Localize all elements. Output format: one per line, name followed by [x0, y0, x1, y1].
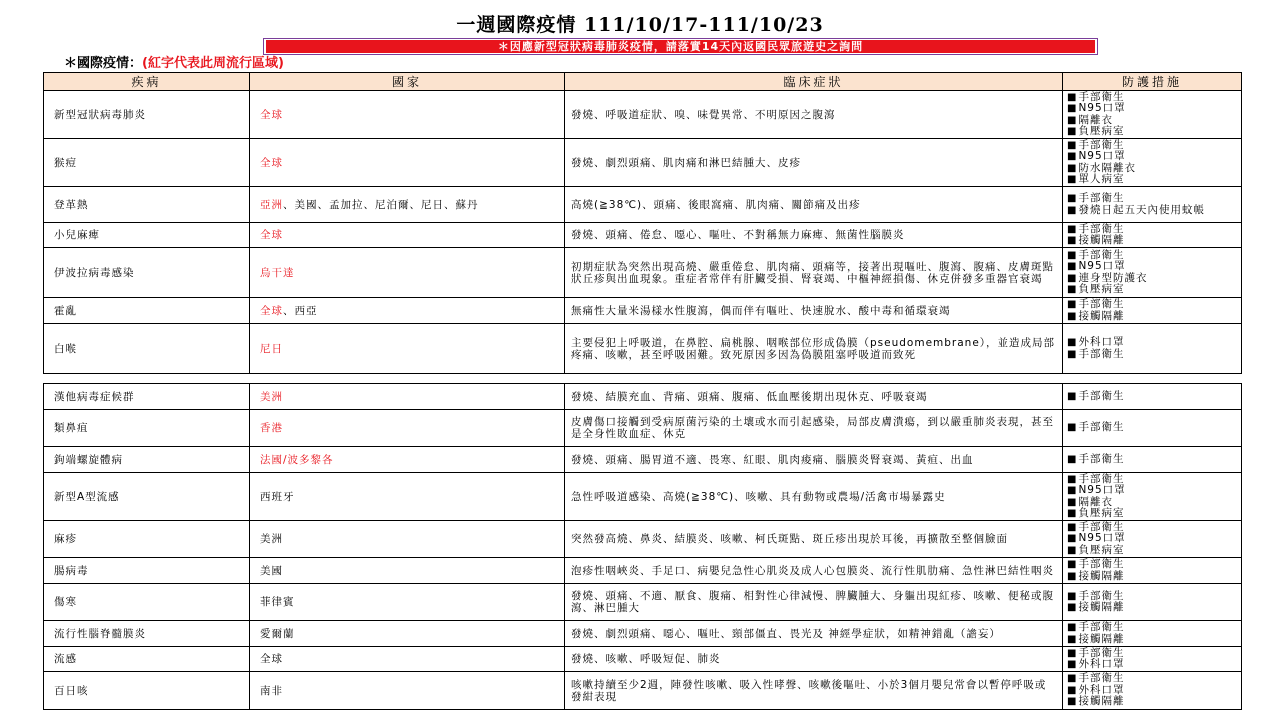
protection-item: ■ 手部衛生 [1067, 474, 1237, 486]
country-cell [250, 410, 565, 447]
legend-note: (紅字代表此周流行區域) [142, 56, 284, 71]
country-highlighted: 全球 [260, 304, 283, 317]
table-row [44, 621, 1242, 647]
symptoms-cell: 高燒(≧38℃)、頭痛、後眼窩痛、肌肉痛、關節痛及出疹 [565, 187, 1063, 223]
notice-banner [263, 38, 1098, 55]
symptoms-cell: 發燒、劇烈頭痛、肌肉痛和淋巴結腫大、皮疹 [565, 139, 1063, 187]
disease-cell: 流感 [44, 647, 250, 672]
country-cell [250, 473, 565, 521]
protection-item: ■ 手部衛生 [1067, 591, 1237, 603]
header-country: 國家 [250, 73, 565, 91]
protection-item: ■ 接觸隔離 [1067, 696, 1237, 708]
country-text: 南非 [260, 684, 283, 697]
country-text: 菲律賓 [260, 596, 295, 608]
protection-cell [1063, 447, 1242, 473]
country-cell [250, 521, 565, 558]
table-row [44, 410, 1242, 447]
disease-cell: 小兒麻痺 [44, 223, 250, 248]
country-text: 美洲 [260, 533, 283, 545]
protection-item: ■ 連身型防護衣 [1067, 273, 1237, 285]
country-highlighted: 亞洲 [260, 198, 283, 211]
table-row [44, 139, 1242, 187]
symptoms-cell: 發燒、頭痛、不適、厭食、腹痛、相對性心律減慢、脾臟腫大、身軀出現紅疹、咳嗽、便秘或腹瀉、淋巴腫大 [565, 584, 1063, 621]
notice-text: ＊因應新型冠狀病毒肺炎疫情，請落實14天內返國民眾旅遊史之詢問 [266, 40, 1095, 53]
country-text: 全球 [260, 653, 283, 665]
protection-item: ■ 手部衛生 [1067, 299, 1237, 311]
country-highlighted: 法國/波多黎各 [260, 453, 334, 466]
country-cell [250, 91, 565, 139]
country-highlighted: 美洲 [260, 390, 283, 403]
epidemic-table-1 [43, 72, 1242, 374]
protection-item: ■ 隔離衣 [1067, 497, 1237, 509]
table-row [44, 187, 1242, 223]
protection-cell [1063, 324, 1242, 374]
symptoms-cell: 發燒、結膜充血、背痛、頭痛、腹痛、低血壓後期出現休克、呼吸衰竭 [565, 384, 1063, 410]
protection-cell [1063, 558, 1242, 584]
disease-cell: 伊波拉病毒感染 [44, 248, 250, 298]
symptoms-cell: 發燒、頭痛、腸胃道不適、畏寒、紅眼、肌肉痠痛、腦膜炎腎衰竭、黃疸、出血 [565, 447, 1063, 473]
protection-item: ■ 手部衛生 [1067, 522, 1237, 534]
country-cell [250, 298, 565, 324]
table-row [44, 584, 1242, 621]
protection-item: ■ 負壓病室 [1067, 545, 1237, 557]
country-cell [250, 621, 565, 647]
table-row [44, 647, 1242, 672]
symptoms-cell: 發燒、咳嗽、呼吸短促、肺炎 [565, 647, 1063, 672]
protection-item: ■ 手部衛生 [1067, 349, 1237, 361]
protection-item: ■ 手部衛生 [1067, 193, 1237, 205]
symptoms-cell: 突然發高燒、鼻炎、結膜炎、咳嗽、柯氏斑點、斑丘疹出現於耳後，再擴散至整個臉面 [565, 521, 1063, 558]
symptoms-cell: 咳嗽持續至少2週，陣發性咳嗽、吸入性哮聲、咳嗽後嘔吐、小於3個月嬰兒常會以暫停呼吸或發紺表現 [565, 672, 1063, 710]
protection-item: ■ 手部衛生 [1067, 648, 1237, 660]
protection-item: ■ 外科口罩 [1067, 337, 1237, 349]
disease-cell: 類鼻疽 [44, 410, 250, 447]
protection-item: ■ 手部衛生 [1067, 559, 1237, 571]
country-text: 美國 [260, 564, 283, 577]
protection-item: ■ 外科口罩 [1067, 659, 1237, 671]
protection-cell [1063, 521, 1242, 558]
country-cell [250, 187, 565, 223]
country-cell [250, 139, 565, 187]
symptoms-cell: 泡疹性咽峽炎、手足口、病嬰兒急性心肌炎及成人心包膜炎、流行性肌肋痛、急性淋巴結性咽炎 [565, 558, 1063, 584]
symptoms-cell: 初期症狀為突然出現高燒、嚴重倦怠、肌肉痛、頭痛等，接著出現嘔吐、腹瀉、腹痛、皮膚斑點狀丘疹與出血現象。重症者常伴有肝臟受損、腎衰竭、中樞神經損傷、休克併發多重器官衰竭 [565, 248, 1063, 298]
protection-item: ■ 接觸隔離 [1067, 311, 1237, 323]
protection-cell [1063, 647, 1242, 672]
protection-cell [1063, 672, 1242, 710]
protection-item: ■ 手部衛生 [1067, 454, 1237, 466]
country-highlighted: 全球 [260, 108, 283, 121]
protection-item: ■ 負壓病室 [1067, 284, 1237, 296]
epidemic-table-2 [43, 383, 1242, 710]
table-row [44, 672, 1242, 710]
protection-cell [1063, 91, 1242, 139]
disease-cell: 漢他病毒症候群 [44, 384, 250, 410]
protection-cell [1063, 410, 1242, 447]
country-cell [250, 584, 565, 621]
country-highlighted: 全球 [260, 156, 283, 169]
table-row [44, 473, 1242, 521]
country-cell [250, 223, 565, 248]
protection-item: ■ 外科口罩 [1067, 685, 1237, 697]
disease-cell: 傷寒 [44, 584, 250, 621]
country-cell [250, 672, 565, 710]
protection-item: ■ 單人病室 [1067, 174, 1237, 186]
country-text: 、美國、孟加拉、尼泊爾、尼日、蘇丹 [283, 198, 479, 211]
protection-cell [1063, 384, 1242, 410]
protection-cell [1063, 621, 1242, 647]
protection-cell [1063, 584, 1242, 621]
table-row [44, 447, 1242, 473]
protection-cell [1063, 473, 1242, 521]
protection-cell [1063, 187, 1242, 223]
protection-item: ■ 手部衛生 [1067, 391, 1237, 403]
protection-item: ■ 手部衛生 [1067, 673, 1237, 685]
table-row [44, 223, 1242, 248]
table-row [44, 558, 1242, 584]
header-row [44, 73, 1242, 91]
protection-item: ■ 手部衛生 [1067, 140, 1237, 152]
table-row [44, 298, 1242, 324]
protection-item: ■ 接觸隔離 [1067, 235, 1237, 247]
protection-item: ■ 手部衛生 [1067, 224, 1237, 236]
protection-cell [1063, 139, 1242, 187]
symptoms-cell: 無痛性大量米湯樣水性腹瀉，偶而伴有嘔吐、快速脫水、酸中毒和循環衰竭 [565, 298, 1063, 324]
table-row [44, 91, 1242, 139]
protection-item: ■ 手部衛生 [1067, 92, 1237, 104]
protection-item: ■ N95口罩 [1067, 485, 1237, 497]
table-row [44, 324, 1242, 374]
header-symptoms: 臨床症狀 [565, 73, 1063, 91]
protection-item: ■ N95口罩 [1067, 151, 1237, 163]
country-cell [250, 248, 565, 298]
protection-cell [1063, 248, 1242, 298]
country-cell [250, 384, 565, 410]
disease-cell: 霍亂 [44, 298, 250, 324]
table-row [44, 384, 1242, 410]
country-text: 愛爾蘭 [260, 627, 295, 640]
country-cell [250, 447, 565, 473]
symptoms-cell: 發燒、頭痛、倦怠、噁心、嘔吐、不對稱無力麻痺、無菌性腦膜炎 [565, 223, 1063, 248]
disease-cell: 新型冠狀病毒肺炎 [44, 91, 250, 139]
header-disease: 疾病 [44, 73, 250, 91]
protection-item: ■ 隔離衣 [1067, 115, 1237, 127]
disease-cell: 猴痘 [44, 139, 250, 187]
protection-cell [1063, 223, 1242, 248]
protection-item: ■ 負壓病室 [1067, 508, 1237, 520]
country-highlighted: 烏干達 [260, 266, 295, 279]
disease-cell: 流行性腦脊髓膜炎 [44, 621, 250, 647]
disease-cell: 麻疹 [44, 521, 250, 558]
header-protection: 防護措施 [1063, 73, 1242, 91]
disease-cell: 百日咳 [44, 672, 250, 710]
country-highlighted: 尼日 [260, 342, 283, 355]
disease-cell: 腸病毒 [44, 558, 250, 584]
protection-item: ■ N95口罩 [1067, 103, 1237, 115]
table-row [44, 248, 1242, 298]
symptoms-cell: 發燒、劇烈頭痛、噁心、嘔吐、頸部僵直、畏光及 神經學症狀，如精神錯亂（譫妄） [565, 621, 1063, 647]
country-highlighted: 香港 [260, 422, 283, 434]
country-text: 西班牙 [260, 490, 295, 503]
disease-cell: 鉤端螺旋體病 [44, 447, 250, 473]
protection-item: ■ 接觸隔離 [1067, 634, 1237, 646]
country-cell [250, 647, 565, 672]
protection-item: ■ N95口罩 [1067, 533, 1237, 545]
protection-item: ■ 手部衛生 [1067, 622, 1237, 634]
protection-item: ■ 接觸隔離 [1067, 602, 1237, 614]
protection-item: ■ 手部衛生 [1067, 422, 1237, 434]
protection-item: ■ 接觸隔離 [1067, 571, 1237, 583]
protection-item: ■ 發燒日起五天內使用蚊帳 [1067, 205, 1237, 217]
disease-cell: 白喉 [44, 324, 250, 374]
country-cell [250, 324, 565, 374]
disease-cell: 新型A型流感 [44, 473, 250, 521]
symptoms-cell: 主要侵犯上呼吸道，在鼻腔、扁桃腺、咽喉部位形成偽膜（pseudomembrane），並造成局部疼痛、咳嗽，甚至呼吸困難。致死原因多因為偽膜阻塞呼吸道而致死 [565, 324, 1063, 374]
page-title: 一週國際疫情 111/10/17-111/10/23 [456, 14, 824, 36]
protection-item: ■ N95口罩 [1067, 261, 1237, 273]
country-text: 、西亞 [283, 304, 318, 317]
country-highlighted: 全球 [260, 229, 283, 241]
disease-cell: 登革熱 [44, 187, 250, 223]
country-cell [250, 558, 565, 584]
protection-item: ■ 防水隔離衣 [1067, 163, 1237, 175]
legend-label: ＊國際疫情： [64, 56, 143, 71]
protection-item: ■ 手部衛生 [1067, 250, 1237, 262]
symptoms-cell: 急性呼吸道感染、高燒(≧38℃)、咳嗽、具有動物或農場/活禽市場暴露史 [565, 473, 1063, 521]
symptoms-cell: 皮膚傷口接觸到受病原菌污染的土壤或水而引起感染，局部皮膚潰瘍，到以嚴重肺炎表現，甚至是全身性敗血症、休克 [565, 410, 1063, 447]
protection-cell [1063, 298, 1242, 324]
table-row [44, 521, 1242, 558]
symptoms-cell: 發燒、呼吸道症狀、嗅、味覺異常、不明原因之腹瀉 [565, 91, 1063, 139]
protection-item: ■ 負壓病室 [1067, 126, 1237, 138]
legend [64, 56, 284, 72]
